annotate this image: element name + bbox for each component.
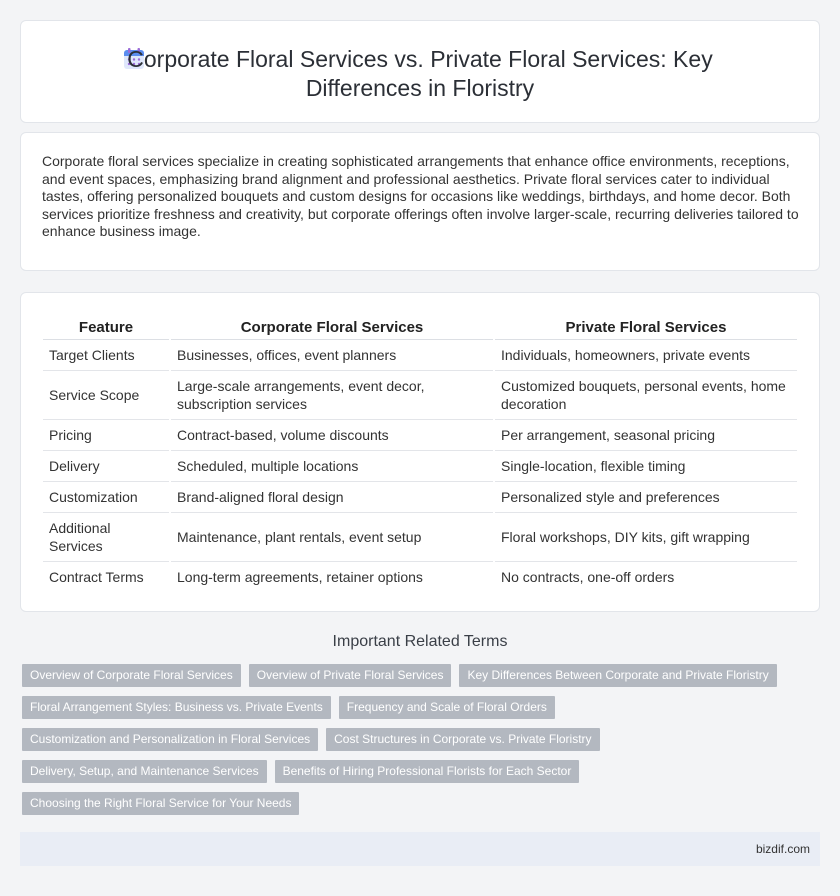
related-term-tag[interactable]: Cost Structures in Corporate vs. Private Floristry bbox=[326, 728, 599, 751]
related-term-tag[interactable]: Key Differences Between Corporate and Private Floristry bbox=[459, 664, 776, 687]
related-term-tag[interactable]: Choosing the Right Floral Service for Your Needs bbox=[22, 792, 299, 815]
feature-cell: Delivery bbox=[43, 451, 169, 482]
corporate-cell: Businesses, offices, event planners bbox=[171, 340, 493, 371]
table-row bbox=[43, 371, 797, 420]
table-row bbox=[43, 513, 797, 562]
feature-cell: Additional Services bbox=[43, 513, 169, 562]
corporate-cell: Long-term agreements, retainer options bbox=[177, 569, 423, 585]
related-term-tag[interactable]: Overview of Corporate Floral Services bbox=[22, 664, 241, 687]
feature-cell: Customization bbox=[43, 482, 169, 513]
related-term-tag[interactable]: Delivery, Setup, and Maintenance Services bbox=[22, 760, 267, 783]
related-term-tag[interactable]: Customization and Personalization in Floral Services bbox=[22, 728, 318, 751]
corporate-cell: Scheduled, multiple locations bbox=[171, 451, 493, 482]
corporate-cell: Large-scale arrangements, event decor, subscription services bbox=[171, 371, 493, 420]
header-private: Private Floral Services bbox=[495, 315, 797, 340]
related-term-tag[interactable]: Overview of Private Floral Services bbox=[249, 664, 452, 687]
private-cell: Single-location, flexible timing bbox=[495, 451, 797, 482]
related-term-tag[interactable]: Frequency and Scale of Floral Orders bbox=[339, 696, 555, 719]
page-title: Corporate Floral Services vs. Private Floral Services: Key Differences in Floristry bbox=[127, 46, 713, 101]
private-cell: Personalized style and preferences bbox=[495, 482, 797, 513]
header-feature: Feature bbox=[43, 315, 169, 340]
intro-text: Corporate floral services specialize in creating sophisticated arrangements that enhance office environments, receptions, and event spaces, emphasizing brand alignment and professional aesthetics. Private floral services cater to individual tastes, offering personalized bouquets and custom designs for occasions like weddings, birthdays, and home decor. Both services prioritize freshness and creativity, but corporate offerings often involve larger-scale, recurring deliveries tailored to enhance business image. bbox=[42, 153, 799, 240]
corporate-cell: Brand-aligned floral design bbox=[171, 482, 493, 513]
feature-cell: Service Scope bbox=[43, 371, 169, 420]
footer bbox=[20, 832, 820, 866]
table-row bbox=[43, 482, 797, 513]
feature-cell: Target Clients bbox=[43, 340, 169, 371]
title-card bbox=[20, 20, 820, 123]
corporate-cell: Contract-based, volume discounts bbox=[171, 420, 493, 451]
related-terms-heading: Important Related Terms bbox=[332, 633, 508, 650]
table-row bbox=[43, 451, 797, 482]
related-term-tag[interactable]: Floral Arrangement Styles: Business vs. Private Events bbox=[22, 696, 331, 719]
related-terms-list bbox=[22, 664, 782, 815]
feature-cell: Pricing bbox=[43, 420, 169, 451]
header-corporate: Corporate Floral Services bbox=[171, 315, 493, 340]
comparison-card bbox=[20, 292, 820, 612]
private-cell: No contracts, one-off orders bbox=[501, 569, 675, 585]
table-row bbox=[43, 562, 797, 592]
table-row bbox=[43, 420, 797, 451]
intro-card bbox=[20, 132, 820, 271]
comparison-table bbox=[41, 315, 799, 592]
feature-cell: Contract Terms bbox=[49, 569, 144, 585]
private-cell: Customized bouquets, personal events, home decoration bbox=[495, 371, 797, 420]
footer-brand-link[interactable]: bizdif.com bbox=[755, 842, 810, 856]
related-term-tag[interactable]: Benefits of Hiring Professional Florists for Each Sector bbox=[275, 760, 580, 783]
private-cell: Per arrangement, seasonal pricing bbox=[495, 420, 797, 451]
corporate-cell: Maintenance, plant rentals, event setup bbox=[171, 513, 493, 562]
private-cell: Individuals, homeowners, private events bbox=[495, 340, 797, 371]
table-row bbox=[43, 340, 797, 371]
table-header-row bbox=[43, 315, 797, 340]
private-cell: Floral workshops, DIY kits, gift wrapping bbox=[495, 513, 797, 562]
